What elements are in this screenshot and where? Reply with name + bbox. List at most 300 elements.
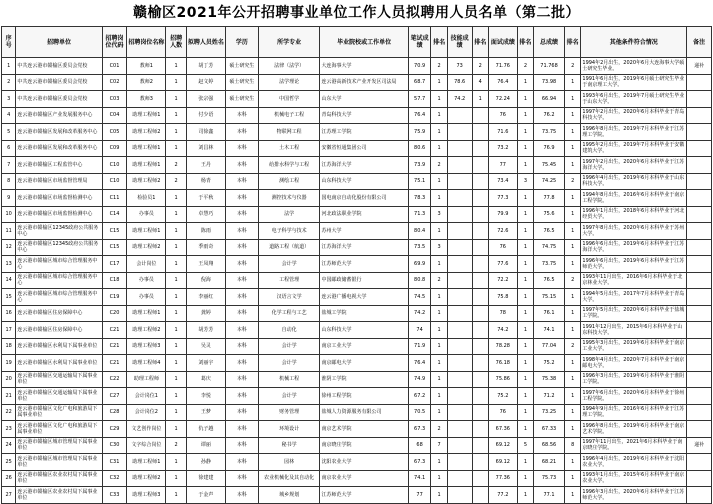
cell-total-score: 71.768 — [534, 58, 565, 75]
cell-post-name: 助理工程师2 — [127, 322, 166, 339]
cell-total-rank: 1 — [564, 388, 580, 405]
cell-interview-rank: 1 — [517, 140, 533, 157]
cell-interview-rank: 1 — [517, 388, 533, 405]
cell-post-code: C10 — [102, 173, 127, 190]
cell-candidate-name: 仇子越 — [186, 421, 225, 438]
cell-school: 大连海事大学 — [320, 58, 408, 75]
cell-written-rank: 1 — [431, 305, 447, 322]
cell-post-name: 办事员 — [127, 289, 166, 306]
cell-interview-rank: 1 — [517, 305, 533, 322]
cell-written-score: 80.8 — [408, 272, 431, 289]
header-col-post-code: 招聘岗位代码 — [102, 27, 127, 58]
cell-skill-score — [447, 454, 472, 471]
cell-headcount: 1 — [166, 206, 187, 223]
cell-total-rank: 1 — [564, 470, 580, 487]
cell-other-conditions: 1993年6月出生，2019年7月硕士研究生毕业于山东大学。 — [581, 91, 687, 108]
cell-skill-score — [447, 487, 472, 504]
table-row — [2, 338, 712, 355]
cell-interview-rank: 1 — [517, 470, 533, 487]
cell-major: 会计学 — [258, 388, 320, 405]
cell-written-rank: 1 — [431, 256, 447, 273]
cell-remarks — [687, 140, 712, 157]
header-col-written-score: 笔试成绩 — [408, 27, 431, 58]
table-row — [2, 74, 712, 91]
cell-remarks — [687, 91, 712, 108]
cell-written-rank: 1 — [431, 140, 447, 157]
cell-written-rank: 3 — [431, 206, 447, 223]
cell-skill-score — [447, 173, 472, 190]
cell-school: 连云港高新技术产业开发区司法局 — [320, 74, 408, 91]
cell-candidate-name: 刘昌林 — [186, 140, 225, 157]
cell-post-code: C20 — [102, 305, 127, 322]
header-col-total-rank: 排名 — [564, 27, 580, 58]
cell-total-score: 73.75 — [534, 256, 565, 273]
cell-education: 本科 — [225, 206, 258, 223]
cell-other-conditions: 1996年3月出生，2020年6月本科毕业于江苏师范大学。 — [581, 487, 687, 504]
header-col-skill-rank: 排名 — [472, 27, 488, 58]
cell-remarks — [687, 190, 712, 207]
cell-other-conditions: 1996年4月出生，2019年6月本科毕业于山东科技大学。 — [581, 173, 687, 190]
cell-school: 安徽省恒通集团公司 — [320, 140, 408, 157]
cell-skill-rank — [472, 421, 488, 438]
cell-post-name: 助理工程师1 — [127, 107, 166, 124]
cell-written-score: 74.1 — [408, 470, 431, 487]
cell-remarks — [687, 421, 712, 438]
cell-skill-rank — [472, 289, 488, 306]
cell-education: 本科 — [225, 388, 258, 405]
cell-employer: 连云港市赣榆区12345政府公共服务中心 — [16, 239, 102, 256]
cell-post-code: C14 — [102, 206, 127, 223]
cell-school: 国电南京自动化股份有限公司 — [320, 190, 408, 207]
cell-post-name: 助理工程师 — [127, 371, 166, 388]
cell-skill-score — [447, 157, 472, 174]
cell-total-score: 75.2 — [534, 355, 565, 372]
cell-total-score: 74.25 — [534, 173, 565, 190]
cell-total-score: 77.04 — [534, 338, 565, 355]
cell-interview-score: 75.8 — [488, 289, 517, 306]
cell-total-rank: 1 — [564, 305, 580, 322]
header-col-major: 所学专业 — [258, 27, 320, 58]
cell-total-rank: 2 — [564, 58, 580, 75]
cell-education: 硕士研究生 — [225, 58, 258, 75]
cell-headcount: 1 — [166, 272, 187, 289]
cell-interview-rank: 1 — [517, 487, 533, 504]
cell-interview-score: 67.36 — [488, 421, 517, 438]
cell-post-code: C11 — [102, 190, 127, 207]
cell-post-code: C22 — [102, 371, 127, 388]
cell-education: 本科 — [225, 487, 258, 504]
cell-major: 财务管理 — [258, 404, 320, 421]
cell-major: 农业机械化及其自动化 — [258, 470, 320, 487]
cell-candidate-name: 杨青 — [186, 173, 225, 190]
cell-interview-score: 73.2 — [488, 140, 517, 157]
cell-skill-rank — [472, 355, 488, 372]
cell-total-score: 77.8 — [534, 190, 565, 207]
cell-post-code: C29 — [102, 421, 127, 438]
cell-major: 中国哲学 — [258, 91, 320, 108]
cell-total-rank: 1 — [564, 124, 580, 141]
cell-major: 会计学 — [258, 256, 320, 273]
header-col-interview-score: 面试成绩 — [488, 27, 517, 58]
cell-remarks — [687, 256, 712, 273]
cell-headcount: 1 — [166, 74, 187, 91]
cell-headcount: 1 — [166, 107, 187, 124]
cell-total-score: 75.6 — [534, 206, 565, 223]
cell-skill-rank — [472, 206, 488, 223]
cell-post-name: 助理工程师1 — [127, 157, 166, 174]
cell-headcount: 1 — [166, 256, 187, 273]
cell-major: 测绘工程 — [258, 173, 320, 190]
cell-headcount: 1 — [166, 124, 187, 141]
cell-index: 15 — [2, 289, 16, 306]
cell-interview-score: 77.3 — [488, 190, 517, 207]
cell-other-conditions: 1997年11月出生，2021年6月本科毕业于南京晓庄学院。 — [581, 437, 687, 454]
cell-written-score: 71.9 — [408, 338, 431, 355]
cell-school: 徐州工程学院 — [320, 388, 408, 405]
cell-written-rank: 7 — [431, 437, 447, 454]
cell-skill-rank — [472, 157, 488, 174]
header-col-education: 学历 — [225, 27, 258, 58]
cell-employer: 连云港市赣榆区住房保障中心 — [16, 322, 102, 339]
cell-education: 本科 — [225, 355, 258, 372]
cell-written-rank: 1 — [431, 470, 447, 487]
cell-written-score: 67.3 — [408, 421, 431, 438]
cell-interview-rank: 1 — [517, 157, 533, 174]
cell-other-conditions: 1996年6月出生，2019年6月本科毕业于江苏海洋大学。 — [581, 239, 687, 256]
cell-index: 23 — [2, 421, 16, 438]
cell-total-rank: 1 — [564, 206, 580, 223]
cell-school: 南京工业大学 — [320, 338, 408, 355]
header-col-other-conditions: 其他条件符合情况 — [581, 27, 687, 58]
cell-candidate-name: 胡丁芳 — [186, 58, 225, 75]
cell-remarks: 递补 — [687, 58, 712, 75]
cell-written-rank: 1 — [431, 338, 447, 355]
cell-post-code: C21 — [102, 338, 127, 355]
cell-headcount: 1 — [166, 404, 187, 421]
cell-written-score: 76.4 — [408, 107, 431, 124]
cell-post-code: C32 — [102, 470, 127, 487]
table-row — [2, 239, 712, 256]
cell-written-score: 73.9 — [408, 157, 431, 174]
cell-skill-rank — [472, 173, 488, 190]
cell-major: 环境设计 — [258, 421, 320, 438]
cell-total-rank: 1 — [564, 487, 580, 504]
cell-education: 本科 — [225, 421, 258, 438]
cell-candidate-name: 于金声 — [186, 487, 225, 504]
cell-education: 本科 — [225, 124, 258, 141]
cell-post-name: 教师3 — [127, 91, 166, 108]
cell-post-code: C33 — [102, 487, 127, 504]
cell-school: 沈阳农业大学 — [320, 454, 408, 471]
table-row — [2, 371, 712, 388]
cell-skill-rank — [472, 322, 488, 339]
cell-skill-score — [447, 470, 472, 487]
cell-skill-score — [447, 256, 472, 273]
cell-other-conditions: 1995年2月出生，2019年7月本科毕业于安徽建筑大学。 — [581, 140, 687, 157]
cell-other-conditions: 1997年5月出生，2020年6月本科毕业于盐城工学院。 — [581, 305, 687, 322]
cell-written-score: 70.9 — [408, 58, 431, 75]
cell-post-code: C03 — [102, 91, 127, 108]
cell-headcount: 1 — [166, 305, 187, 322]
cell-index: 8 — [2, 173, 16, 190]
cell-school: 南京晓庄学院 — [320, 437, 408, 454]
cell-candidate-name: 季雨奇 — [186, 239, 225, 256]
table-row — [2, 140, 712, 157]
cell-post-name: 助理工程师1 — [127, 454, 166, 471]
cell-major: 道路工程（航道） — [258, 239, 320, 256]
cell-school: 江苏海洋大学 — [320, 157, 408, 174]
cell-candidate-name: 胡芳芳 — [186, 322, 225, 339]
cell-major: 物联网工程 — [258, 124, 320, 141]
cell-interview-rank: 1 — [517, 289, 533, 306]
table-row — [2, 173, 712, 190]
cell-skill-score: 74.2 — [447, 91, 472, 108]
cell-total-score: 76.5 — [534, 223, 565, 240]
cell-skill-score — [447, 388, 472, 405]
cell-school: 江苏海洋大学 — [320, 239, 408, 256]
cell-headcount: 1 — [166, 289, 187, 306]
cell-interview-score: 73.4 — [488, 173, 517, 190]
cell-total-rank: 1 — [564, 190, 580, 207]
cell-major: 土木工程 — [258, 140, 320, 157]
cell-written-rank: 1 — [431, 173, 447, 190]
cell-total-score: 67.33 — [534, 421, 565, 438]
cell-remarks — [687, 223, 712, 240]
cell-total-rank: 2 — [564, 338, 580, 355]
cell-other-conditions: 1996年8月出生，2019年7月本科毕业于江苏理工学院。 — [581, 124, 687, 141]
cell-index: 1 — [2, 58, 16, 75]
cell-skill-score — [447, 140, 472, 157]
cell-interview-rank: 5 — [517, 437, 533, 454]
cell-candidate-name: 司徐鑫 — [186, 124, 225, 141]
cell-interview-rank: 1 — [517, 206, 533, 223]
cell-written-rank: 1 — [431, 371, 447, 388]
cell-index: 16 — [2, 305, 16, 322]
cell-employer: 连云港市赣榆区城市管理局下属事业单位 — [16, 454, 102, 471]
cell-candidate-name: 张宗强 — [186, 91, 225, 108]
cell-index: 5 — [2, 124, 16, 141]
cell-written-rank: 1 — [431, 223, 447, 240]
cell-remarks — [687, 305, 712, 322]
cell-interview-score: 77.36 — [488, 470, 517, 487]
cell-index: 21 — [2, 388, 16, 405]
cell-interview-score: 76.18 — [488, 355, 517, 372]
cell-major: 法律（法学） — [258, 58, 320, 75]
cell-total-rank: 1 — [564, 74, 580, 91]
cell-headcount: 1 — [166, 223, 187, 240]
cell-index: 10 — [2, 206, 16, 223]
cell-skill-rank — [472, 470, 488, 487]
cell-employer: 连云港市赣榆区城市管理局下属事业单位 — [16, 437, 102, 454]
cell-written-rank: 1 — [431, 289, 447, 306]
cell-education: 本科 — [225, 107, 258, 124]
cell-index: 26 — [2, 470, 16, 487]
cell-index: 25 — [2, 454, 16, 471]
cell-interview-score: 77.6 — [488, 256, 517, 273]
cell-post-name: 助理工程师2 — [127, 173, 166, 190]
cell-major: 测控技术与仪器 — [258, 190, 320, 207]
cell-written-rank: 1 — [431, 454, 447, 471]
cell-post-name: 文艺创作岗位 — [127, 421, 166, 438]
cell-headcount: 1 — [166, 421, 187, 438]
cell-total-rank: 1 — [564, 454, 580, 471]
cell-post-name: 助理工程师3 — [127, 487, 166, 504]
cell-skill-score — [447, 239, 472, 256]
cell-interview-score: 77.2 — [488, 487, 517, 504]
cell-headcount: 1 — [166, 58, 187, 75]
header-col-employer: 招聘单位 — [16, 27, 102, 58]
cell-index: 14 — [2, 272, 16, 289]
cell-headcount: 1 — [166, 338, 187, 355]
cell-post-code: C27 — [102, 388, 127, 405]
cell-major: 法学 — [258, 206, 320, 223]
cell-written-rank: 1 — [431, 322, 447, 339]
cell-employer: 连云港市赣榆区交通运输局下属事业单位 — [16, 388, 102, 405]
cell-candidate-name: 付少语 — [186, 107, 225, 124]
cell-remarks — [687, 272, 712, 289]
cell-interview-score: 77 — [488, 157, 517, 174]
cell-major: 机械电子工程 — [258, 107, 320, 124]
cell-total-rank: 1 — [564, 91, 580, 108]
cell-total-score: 76.2 — [534, 107, 565, 124]
cell-written-score: 80.4 — [408, 223, 431, 240]
cell-written-score: 57.7 — [408, 91, 431, 108]
cell-major: 电子科学与技术 — [258, 223, 320, 240]
cell-total-rank: 1 — [564, 223, 580, 240]
cell-candidate-name: 葛庆 — [186, 371, 225, 388]
cell-interview-rank: 1 — [517, 338, 533, 355]
cell-index: 22 — [2, 404, 16, 421]
cell-total-score: 73.75 — [534, 124, 565, 141]
table-row — [2, 437, 712, 454]
table-row — [2, 256, 712, 273]
cell-total-score: 77.1 — [534, 487, 565, 504]
cell-written-score: 73.5 — [408, 239, 431, 256]
cell-major: 汉语言文学 — [258, 289, 320, 306]
cell-candidate-name: 谭丽 — [186, 437, 225, 454]
cell-interview-rank: 1 — [517, 74, 533, 91]
cell-total-score: 75.15 — [534, 289, 565, 306]
cell-interview-score: 78 — [488, 305, 517, 322]
table-row — [2, 454, 712, 471]
cell-skill-score — [447, 404, 472, 421]
cell-remarks — [687, 206, 712, 223]
cell-written-rank: 1 — [431, 124, 447, 141]
table-header — [2, 27, 712, 58]
table-row — [2, 206, 712, 223]
cell-index: 20 — [2, 371, 16, 388]
cell-skill-rank — [472, 388, 488, 405]
cell-total-rank: 1 — [564, 107, 580, 124]
cell-post-name: 助理工程师1 — [127, 223, 166, 240]
cell-education: 本科 — [225, 239, 258, 256]
cell-headcount: 2 — [166, 173, 187, 190]
cell-candidate-name: 李悦 — [186, 388, 225, 405]
cell-written-score: 70.5 — [408, 404, 431, 421]
cell-employer: 连云港市赣榆区市场监督管理局 — [16, 173, 102, 190]
cell-remarks — [687, 355, 712, 372]
cell-major: 法学理论 — [258, 74, 320, 91]
cell-other-conditions: 1995年3月出生，2019年6月本科毕业于南京工业大学。 — [581, 338, 687, 355]
cell-education: 本科 — [225, 173, 258, 190]
cell-interview-rank: 1 — [517, 223, 533, 240]
cell-total-score: 75.73 — [534, 470, 565, 487]
cell-total-score: 76.9 — [534, 140, 565, 157]
cell-school: 青岛科技大学 — [320, 107, 408, 124]
table-row — [2, 223, 712, 240]
cell-other-conditions: 1991年6月出生，2019年6月硕士研究生毕业于南京理工大学。 — [581, 74, 687, 91]
cell-written-rank: 2 — [431, 157, 447, 174]
cell-index: 18 — [2, 338, 16, 355]
header-col-interview-rank: 排名 — [517, 27, 533, 58]
cell-remarks — [687, 107, 712, 124]
cell-interview-rank: 1 — [517, 190, 533, 207]
cell-index: 11 — [2, 223, 16, 240]
cell-other-conditions: 1996年3月出生，2019年6月本科毕业于淮阴工学院。 — [581, 371, 687, 388]
header-col-school: 毕业院校或工作单位 — [320, 27, 408, 58]
cell-employer: 连云港市赣榆区发展和改革服务中心 — [16, 140, 102, 157]
cell-employer: 连云港市赣榆区城市综合管理服务中心 — [16, 256, 102, 273]
cell-major: 会计学 — [258, 355, 320, 372]
cell-total-score: 76.1 — [534, 305, 565, 322]
cell-skill-rank — [472, 371, 488, 388]
cell-index: 24 — [2, 437, 16, 454]
cell-remarks — [687, 470, 712, 487]
cell-major: 秘书学 — [258, 437, 320, 454]
cell-total-rank: 1 — [564, 371, 580, 388]
cell-interview-score: 75.86 — [488, 371, 517, 388]
cell-written-score: 69.9 — [408, 256, 431, 273]
cell-skill-score — [447, 305, 472, 322]
cell-skill-rank — [472, 239, 488, 256]
cell-post-name: 助理工程师2 — [127, 470, 166, 487]
cell-written-rank: 1 — [431, 74, 447, 91]
cell-school: 中国邮政储蓄银行 — [320, 272, 408, 289]
cell-total-score: 75.38 — [534, 371, 565, 388]
cell-education: 本科 — [225, 289, 258, 306]
cell-school: 连云港广播电视大学 — [320, 289, 408, 306]
cell-post-code: C04 — [102, 107, 127, 124]
cell-interview-score: 79.9 — [488, 206, 517, 223]
cell-school: 江苏师范大学 — [320, 487, 408, 504]
cell-index: 7 — [2, 157, 16, 174]
cell-written-rank: 1 — [431, 107, 447, 124]
cell-post-code: C28 — [102, 404, 127, 421]
cell-headcount: 2 — [166, 157, 187, 174]
cell-interview-rank: 1 — [517, 421, 533, 438]
cell-remarks — [687, 173, 712, 190]
cell-index: 12 — [2, 239, 16, 256]
cell-employer: 连云港市赣榆区文化广电和旅游局下属事业单位 — [16, 404, 102, 421]
cell-headcount: 1 — [166, 91, 187, 108]
cell-employer: 中共连云港市赣榆区委员会党校 — [16, 58, 102, 75]
cell-written-score: 76.4 — [408, 355, 431, 372]
cell-post-name: 教师1 — [127, 58, 166, 75]
cell-skill-rank — [472, 272, 488, 289]
cell-post-code: C17 — [102, 256, 127, 273]
cell-interview-score: 72.2 — [488, 272, 517, 289]
cell-interview-score: 76 — [488, 404, 517, 421]
cell-remarks — [687, 454, 712, 471]
cell-total-rank: 1 — [564, 256, 580, 273]
cell-major: 给排水科学与工程 — [258, 157, 320, 174]
cell-written-score: 68.7 — [408, 74, 431, 91]
cell-skill-score — [447, 437, 472, 454]
cell-skill-rank — [472, 124, 488, 141]
cell-post-name: 助理工程师2 — [127, 239, 166, 256]
cell-headcount: 1 — [166, 454, 187, 471]
cell-candidate-name: 徐建建 — [186, 470, 225, 487]
